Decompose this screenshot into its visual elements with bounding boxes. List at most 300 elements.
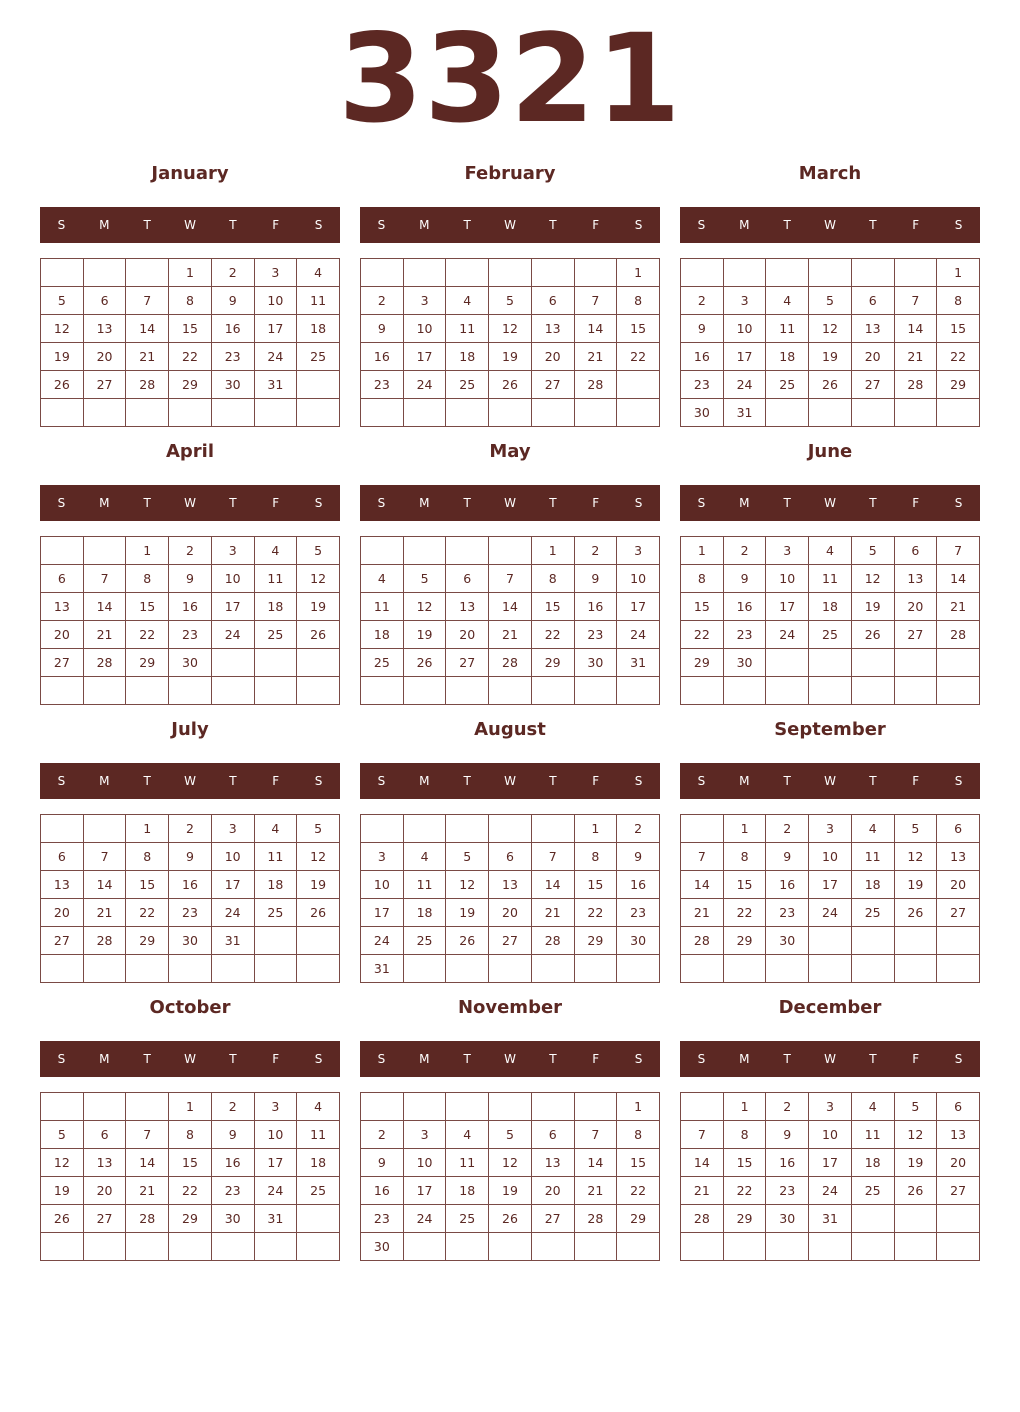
day-cell: [809, 259, 852, 287]
day-cell: 30: [681, 399, 724, 427]
day-cell: 26: [41, 1205, 84, 1233]
day-cell: [531, 815, 574, 843]
day-cell: 6: [446, 565, 489, 593]
day-cell: 30: [361, 1233, 404, 1261]
day-cell: 24: [211, 899, 254, 927]
day-cell: 13: [446, 593, 489, 621]
day-cell: 23: [361, 371, 404, 399]
day-cell: [851, 649, 894, 677]
day-cell: 15: [681, 593, 724, 621]
weekday-label: T: [869, 774, 877, 788]
day-cell: 17: [254, 315, 297, 343]
weekday-header: [680, 485, 980, 521]
day-cell: 4: [403, 843, 446, 871]
day-cell: 20: [851, 343, 894, 371]
weekday-label: S: [697, 774, 706, 788]
day-cell: 1: [531, 537, 574, 565]
day-cell: [83, 1233, 126, 1261]
day-cell: 13: [83, 315, 126, 343]
day-cell: [937, 677, 980, 705]
day-cell: [403, 1233, 446, 1261]
day-cell: 15: [617, 315, 660, 343]
day-cell: 16: [361, 343, 404, 371]
day-cell: [297, 1233, 340, 1261]
day-cell: [809, 649, 852, 677]
day-cell: 16: [766, 871, 809, 899]
day-cell: 11: [446, 315, 489, 343]
day-cell: 8: [574, 843, 617, 871]
day-cell: [574, 677, 617, 705]
day-cell: 21: [681, 899, 724, 927]
day-cell: 17: [617, 593, 660, 621]
day-cell: 25: [254, 621, 297, 649]
day-cell: 26: [41, 371, 84, 399]
day-cell: 16: [723, 593, 766, 621]
day-cell: 15: [169, 1149, 212, 1177]
day-cell: 24: [211, 621, 254, 649]
day-cell: 14: [126, 315, 169, 343]
day-cell: 19: [446, 899, 489, 927]
weekday-label: S: [634, 1052, 643, 1066]
day-grid: [40, 258, 340, 427]
day-cell: 2: [681, 287, 724, 315]
weekday-label: T: [783, 1052, 791, 1066]
week-row: [681, 843, 980, 871]
weekday-label: T: [463, 218, 471, 232]
day-cell: [894, 649, 937, 677]
day-cell: 29: [937, 371, 980, 399]
day-cell: [361, 1093, 404, 1121]
day-cell: 21: [894, 343, 937, 371]
day-cell: 10: [723, 315, 766, 343]
day-cell: 31: [254, 371, 297, 399]
day-grid: [360, 536, 660, 705]
day-cell: [83, 955, 126, 983]
day-cell: [446, 537, 489, 565]
week-row: [681, 1121, 980, 1149]
day-cell: 23: [617, 899, 660, 927]
day-cell: 5: [297, 537, 340, 565]
day-cell: 4: [297, 259, 340, 287]
day-cell: 3: [809, 815, 852, 843]
weekday-label: S: [954, 774, 963, 788]
day-cell: [446, 815, 489, 843]
day-cell: [681, 259, 724, 287]
weekday-label: S: [377, 774, 386, 788]
day-cell: [617, 399, 660, 427]
day-cell: 9: [723, 565, 766, 593]
day-cell: 27: [83, 371, 126, 399]
day-cell: 23: [723, 621, 766, 649]
day-cell: [297, 649, 340, 677]
day-cell: 5: [297, 815, 340, 843]
day-cell: 28: [531, 927, 574, 955]
day-cell: 16: [169, 593, 212, 621]
day-cell: [894, 399, 937, 427]
day-cell: 27: [937, 899, 980, 927]
day-cell: 27: [894, 621, 937, 649]
day-cell: [83, 399, 126, 427]
day-cell: 20: [937, 1149, 980, 1177]
week-row: [41, 1121, 340, 1149]
day-cell: [766, 259, 809, 287]
day-cell: 10: [361, 871, 404, 899]
day-cell: 18: [851, 1149, 894, 1177]
weekday-label: W: [504, 1052, 516, 1066]
day-cell: [489, 537, 532, 565]
day-cell: 28: [83, 927, 126, 955]
day-cell: 25: [297, 1177, 340, 1205]
weekday-label: F: [272, 496, 280, 510]
day-cell: 21: [83, 621, 126, 649]
day-cell: 25: [766, 371, 809, 399]
day-cell: [489, 1093, 532, 1121]
day-cell: 28: [489, 649, 532, 677]
day-cell: 13: [937, 843, 980, 871]
day-cell: [851, 927, 894, 955]
day-cell: 24: [809, 899, 852, 927]
weekday-label: S: [377, 496, 386, 510]
day-cell: 12: [851, 565, 894, 593]
weekday-header: [360, 207, 660, 243]
day-cell: [617, 955, 660, 983]
day-cell: [403, 1093, 446, 1121]
day-cell: 1: [723, 1093, 766, 1121]
day-cell: [894, 1205, 937, 1233]
day-cell: [894, 955, 937, 983]
day-cell: [574, 1233, 617, 1261]
day-cell: 8: [617, 287, 660, 315]
weekday-label: T: [783, 496, 791, 510]
week-row: [41, 843, 340, 871]
weekday-label: S: [697, 1052, 706, 1066]
day-cell: 9: [169, 565, 212, 593]
day-cell: [531, 955, 574, 983]
day-cell: 21: [531, 899, 574, 927]
day-cell: 22: [617, 1177, 660, 1205]
day-cell: 3: [766, 537, 809, 565]
day-cell: 5: [489, 287, 532, 315]
weekday-label: M: [99, 496, 110, 510]
week-row: [41, 371, 340, 399]
day-cell: 2: [574, 537, 617, 565]
day-cell: 2: [169, 815, 212, 843]
week-row: [41, 899, 340, 927]
day-cell: 25: [851, 1177, 894, 1205]
week-row: [361, 843, 660, 871]
week-row: [361, 1177, 660, 1205]
day-cell: 7: [681, 843, 724, 871]
day-cell: 3: [403, 1121, 446, 1149]
day-cell: [126, 677, 169, 705]
day-cell: 20: [489, 899, 532, 927]
day-grid: [40, 1092, 340, 1261]
day-cell: [937, 1233, 980, 1261]
week-row: [41, 621, 340, 649]
week-row: [361, 343, 660, 371]
weekday-label: M: [739, 218, 750, 232]
day-cell: [211, 399, 254, 427]
day-cell: 12: [489, 315, 532, 343]
day-cell: 4: [254, 815, 297, 843]
day-cell: 4: [297, 1093, 340, 1121]
day-cell: 3: [361, 843, 404, 871]
day-cell: 6: [83, 1121, 126, 1149]
weekday-label: F: [912, 496, 920, 510]
weekday-label: T: [869, 496, 877, 510]
day-cell: 20: [41, 899, 84, 927]
day-cell: 29: [169, 1205, 212, 1233]
day-cell: 1: [617, 259, 660, 287]
day-cell: 20: [83, 1177, 126, 1205]
day-cell: 27: [531, 1205, 574, 1233]
day-cell: 25: [851, 899, 894, 927]
week-row: [41, 259, 340, 287]
day-cell: [681, 815, 724, 843]
weekday-label: T: [549, 774, 557, 788]
week-row: [361, 927, 660, 955]
day-cell: 17: [403, 1177, 446, 1205]
day-cell: [403, 955, 446, 983]
day-cell: 13: [531, 1149, 574, 1177]
weekday-label: T: [143, 496, 151, 510]
day-cell: 28: [681, 1205, 724, 1233]
weekday-label: F: [272, 218, 280, 232]
day-cell: 26: [851, 621, 894, 649]
day-cell: 28: [937, 621, 980, 649]
day-cell: 10: [403, 315, 446, 343]
day-cell: [297, 955, 340, 983]
weekday-label: M: [419, 774, 430, 788]
week-row: [681, 871, 980, 899]
day-cell: 4: [254, 537, 297, 565]
day-cell: [681, 1233, 724, 1261]
day-cell: 21: [83, 899, 126, 927]
day-cell: 3: [211, 815, 254, 843]
day-cell: 30: [169, 927, 212, 955]
weekday-label: F: [272, 1052, 280, 1066]
week-row: [361, 815, 660, 843]
month-name: June: [807, 441, 853, 462]
day-cell: 29: [126, 649, 169, 677]
month-name: December: [778, 997, 882, 1018]
day-cell: 12: [894, 843, 937, 871]
day-cell: 26: [809, 371, 852, 399]
weekday-label: S: [57, 218, 66, 232]
day-cell: [531, 1093, 574, 1121]
month-name: April: [165, 441, 215, 462]
day-cell: 14: [126, 1149, 169, 1177]
day-cell: 17: [211, 871, 254, 899]
week-row: [41, 927, 340, 955]
day-cell: 2: [211, 1093, 254, 1121]
day-cell: [531, 259, 574, 287]
day-cell: 24: [617, 621, 660, 649]
day-cell: 15: [617, 1149, 660, 1177]
day-cell: 30: [211, 1205, 254, 1233]
day-cell: 18: [446, 343, 489, 371]
weekday-label: M: [99, 1052, 110, 1066]
day-cell: [361, 815, 404, 843]
day-cell: 11: [403, 871, 446, 899]
day-cell: [83, 537, 126, 565]
day-cell: 15: [126, 871, 169, 899]
day-cell: 12: [41, 1149, 84, 1177]
day-cell: 6: [937, 1093, 980, 1121]
day-cell: [937, 649, 980, 677]
day-cell: 18: [766, 343, 809, 371]
day-cell: 27: [531, 371, 574, 399]
day-cell: 21: [126, 343, 169, 371]
day-cell: [851, 259, 894, 287]
day-cell: 21: [574, 343, 617, 371]
day-cell: 28: [574, 1205, 617, 1233]
week-row: [41, 871, 340, 899]
day-cell: 29: [169, 371, 212, 399]
day-cell: 12: [894, 1121, 937, 1149]
day-cell: [403, 259, 446, 287]
week-row: [41, 593, 340, 621]
day-cell: [297, 399, 340, 427]
day-cell: 29: [531, 649, 574, 677]
day-cell: 17: [403, 343, 446, 371]
day-cell: 27: [489, 927, 532, 955]
month-name: October: [149, 997, 231, 1018]
weekday-label: T: [783, 774, 791, 788]
day-cell: 3: [403, 287, 446, 315]
day-cell: 7: [489, 565, 532, 593]
day-cell: [723, 1233, 766, 1261]
day-cell: 24: [254, 343, 297, 371]
day-cell: 18: [254, 593, 297, 621]
day-cell: [937, 399, 980, 427]
day-cell: 12: [809, 315, 852, 343]
week-row: [361, 1093, 660, 1121]
day-cell: 7: [574, 287, 617, 315]
day-cell: 31: [211, 927, 254, 955]
day-cell: 14: [681, 1149, 724, 1177]
day-cell: 1: [937, 259, 980, 287]
day-cell: 5: [894, 1093, 937, 1121]
weekday-label: S: [954, 218, 963, 232]
week-row: [41, 399, 340, 427]
weekday-label: W: [824, 496, 836, 510]
day-cell: [446, 955, 489, 983]
day-cell: 25: [254, 899, 297, 927]
week-row: [681, 1205, 980, 1233]
day-cell: 21: [574, 1177, 617, 1205]
day-cell: [723, 677, 766, 705]
week-row: [41, 955, 340, 983]
day-cell: 16: [617, 871, 660, 899]
week-row: [361, 565, 660, 593]
day-cell: 7: [681, 1121, 724, 1149]
day-cell: 30: [211, 371, 254, 399]
week-row: [41, 1205, 340, 1233]
day-cell: 12: [446, 871, 489, 899]
day-cell: 25: [809, 621, 852, 649]
day-cell: 14: [83, 593, 126, 621]
week-row: [41, 1177, 340, 1205]
day-cell: 4: [851, 1093, 894, 1121]
day-cell: 9: [766, 843, 809, 871]
day-cell: 22: [126, 899, 169, 927]
day-cell: [403, 399, 446, 427]
day-cell: [851, 1233, 894, 1261]
day-cell: 6: [41, 843, 84, 871]
weekday-label: F: [912, 1052, 920, 1066]
day-cell: 10: [809, 843, 852, 871]
day-cell: 7: [126, 287, 169, 315]
day-cell: [681, 955, 724, 983]
day-cell: 13: [531, 315, 574, 343]
day-cell: 22: [169, 1177, 212, 1205]
day-cell: 10: [766, 565, 809, 593]
day-cell: 3: [617, 537, 660, 565]
day-cell: 5: [41, 287, 84, 315]
day-cell: 20: [83, 343, 126, 371]
week-row: [681, 1093, 980, 1121]
month-name: May: [489, 441, 531, 462]
day-cell: [617, 1233, 660, 1261]
weekday-label: W: [504, 774, 516, 788]
day-cell: 3: [254, 259, 297, 287]
day-cell: 1: [169, 1093, 212, 1121]
day-cell: 29: [574, 927, 617, 955]
week-row: [361, 259, 660, 287]
day-cell: [169, 677, 212, 705]
day-cell: [211, 955, 254, 983]
day-cell: 24: [361, 927, 404, 955]
day-cell: 10: [211, 565, 254, 593]
day-cell: 6: [531, 287, 574, 315]
weekday-label: M: [99, 218, 110, 232]
day-cell: [361, 399, 404, 427]
day-cell: 7: [126, 1121, 169, 1149]
day-cell: 10: [403, 1149, 446, 1177]
day-cell: 19: [489, 1177, 532, 1205]
day-cell: 26: [297, 621, 340, 649]
day-cell: 28: [574, 371, 617, 399]
day-cell: 11: [297, 287, 340, 315]
day-cell: [211, 1233, 254, 1261]
day-cell: 2: [169, 537, 212, 565]
weekday-label: F: [592, 774, 600, 788]
weekday-label: W: [504, 496, 516, 510]
day-grid: [40, 814, 340, 983]
day-cell: 1: [126, 815, 169, 843]
day-cell: [937, 1205, 980, 1233]
day-cell: [894, 259, 937, 287]
week-row: [681, 259, 980, 287]
day-grid: [680, 536, 980, 705]
day-cell: 11: [297, 1121, 340, 1149]
day-grid: [680, 1092, 980, 1261]
day-cell: 23: [766, 1177, 809, 1205]
day-cell: [574, 259, 617, 287]
week-row: [681, 899, 980, 927]
weekday-label: T: [463, 1052, 471, 1066]
day-cell: 1: [169, 259, 212, 287]
week-row: [681, 315, 980, 343]
day-cell: 26: [489, 371, 532, 399]
month-name: January: [151, 163, 229, 184]
week-row: [361, 593, 660, 621]
day-cell: [489, 955, 532, 983]
day-cell: [531, 1233, 574, 1261]
weekday-label: T: [229, 218, 237, 232]
day-cell: [809, 927, 852, 955]
